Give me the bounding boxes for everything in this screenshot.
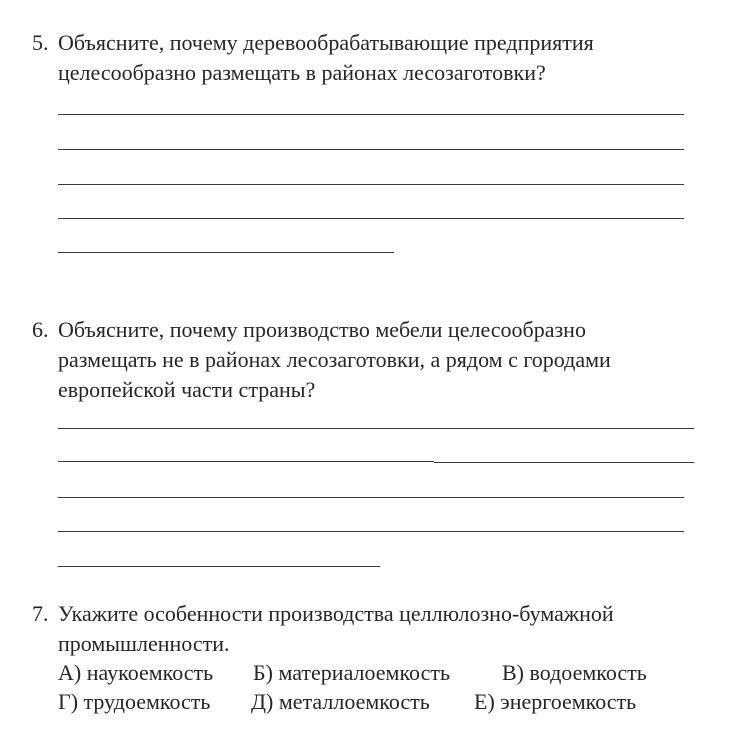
question-5-text-line-1: Объясните, почему деревообрабатывающие предприятия	[58, 30, 594, 55]
option-v[interactable]: В) водоемкость	[502, 660, 647, 685]
option-g[interactable]: Г) трудоемкость	[58, 689, 211, 714]
question-6-text-line-2: размещать не в районах лесозаготовки, а рядом с городами	[58, 347, 611, 372]
answer-line[interactable]	[58, 218, 684, 219]
question-6-number: 6.	[32, 317, 49, 342]
question-5-text-line-2: целесообразно размещать в районах лесозаготовки?	[58, 60, 546, 85]
answer-line[interactable]	[58, 114, 684, 115]
question-5-number: 5.	[32, 30, 49, 55]
answer-line[interactable]	[58, 184, 684, 185]
option-e[interactable]: Е) энергоемкость	[474, 689, 637, 714]
question-7-text-line-1: Укажите особенности производства целлюлозно-бумажной	[58, 601, 614, 626]
answer-line[interactable]	[58, 566, 380, 567]
question-7-number: 7.	[32, 601, 49, 626]
answer-line[interactable]	[434, 462, 694, 463]
option-d[interactable]: Д) металлоемкость	[251, 689, 430, 714]
question-6-text-line-1: Объясните, почему производство мебели целесообразно	[58, 317, 586, 342]
answer-line[interactable]	[58, 461, 434, 462]
answer-line[interactable]	[58, 428, 694, 429]
question-7-text-line-2: промышленности.	[58, 631, 230, 656]
answer-line[interactable]	[58, 531, 684, 532]
answer-line[interactable]	[58, 497, 684, 498]
answer-line[interactable]	[58, 252, 394, 253]
question-6-text-line-3: европейской части страны?	[58, 377, 316, 402]
answer-line[interactable]	[58, 149, 684, 150]
option-b[interactable]: Б) материалоемкость	[253, 660, 451, 685]
option-a[interactable]: А) наукоемкость	[58, 660, 214, 685]
